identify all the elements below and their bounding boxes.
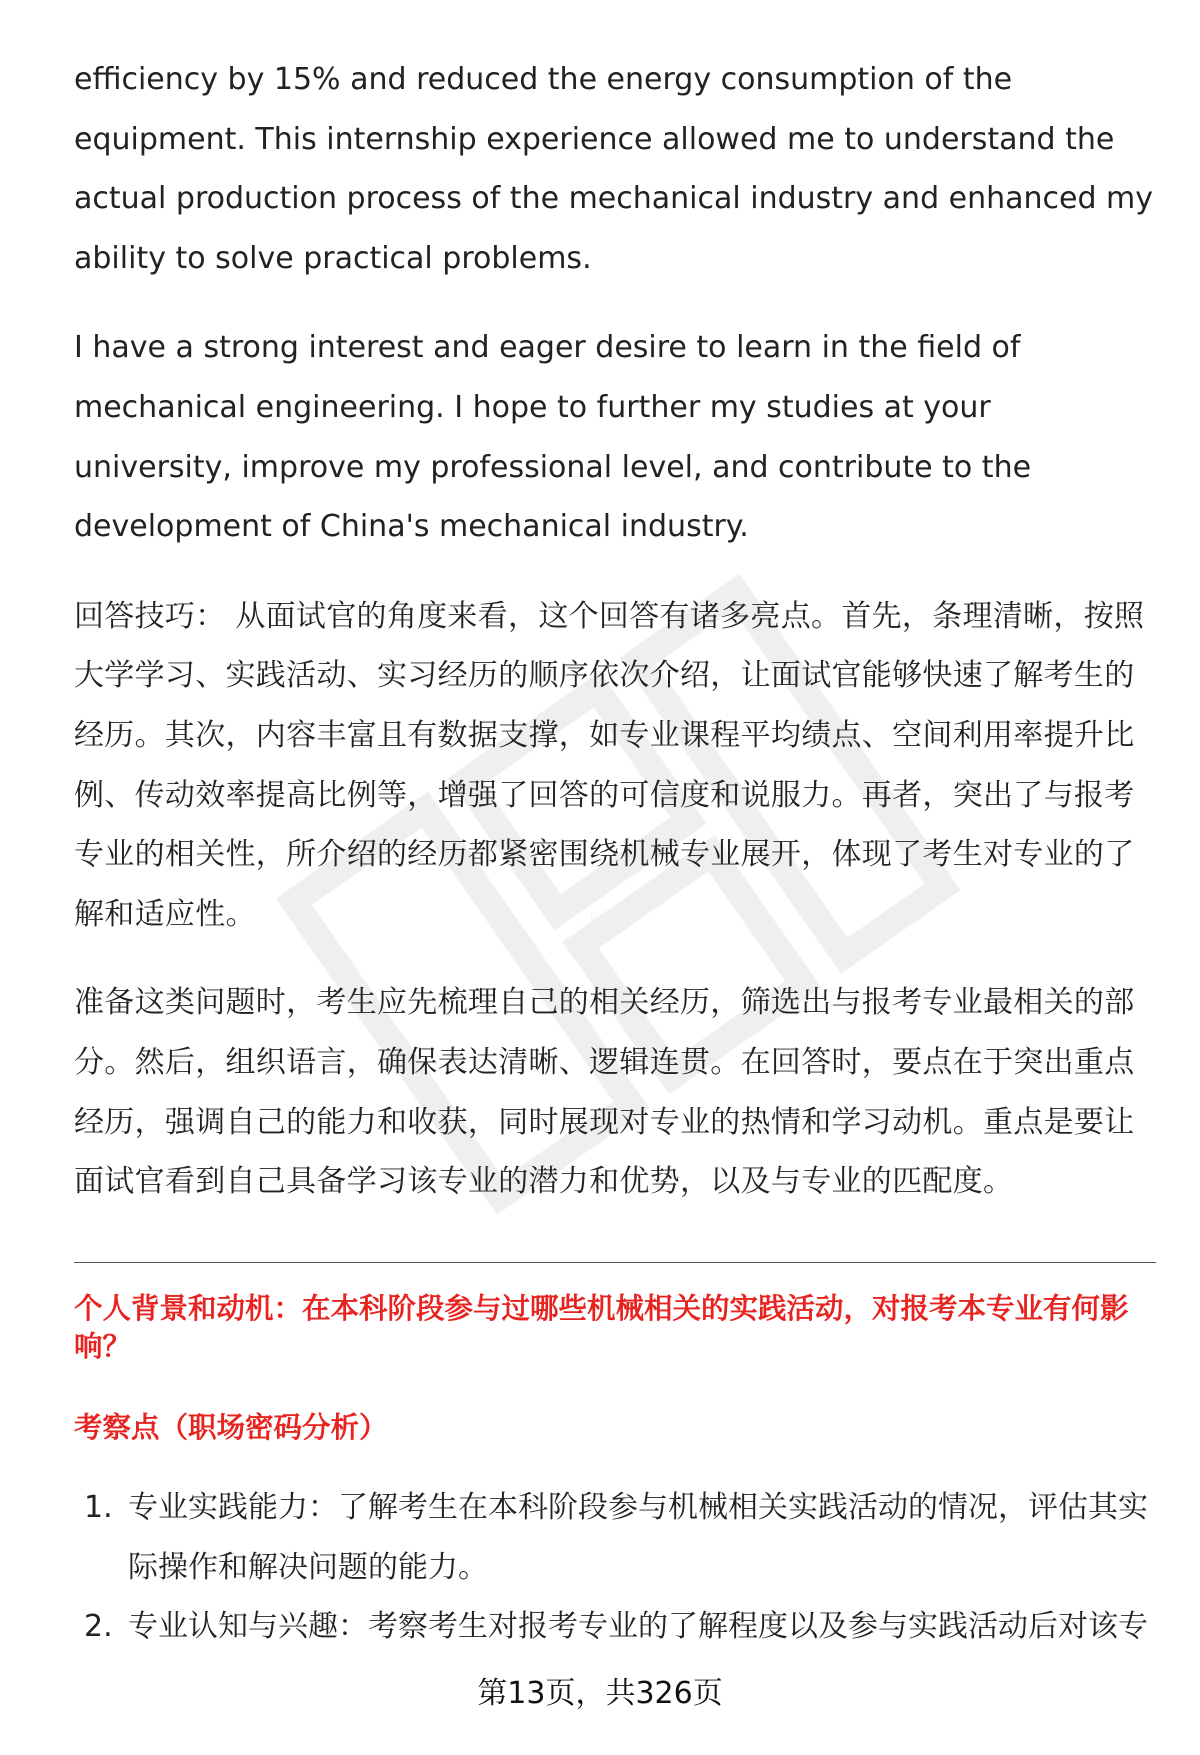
svg-text:职场密码: 职场密码 xyxy=(590,912,630,923)
list-item-number: 2. xyxy=(84,1609,113,1645)
paragraph-preparation-advice: 准备这类问题时，考生应先梳理自己的相关经历，筛选出与报考专业最相关的部分。然后，组织语言，确保表达清晰、逻辑连贯。在回答时，要点在于突出重点经历，强调自己的能力和收获，同时展现对专业的热情和学习动机。重点是要让面试官看到自己具备学习该专业的潜力和优势，以及与专业的匹配度。 xyxy=(74,985,1135,1200)
document-body xyxy=(74,50,1156,1241)
question-heading: 个人背景和动机：在本科阶段参与过哪些机械相关的实践活动，对报考本专业有何影响？ xyxy=(74,1292,1129,1363)
page-number-footer: 第13页，共326页 xyxy=(477,1676,723,1711)
list-item-number: 1. xyxy=(84,1490,113,1525)
paragraph-study-motivation: I have a strong interest and eager desire to learn in the field of mechanical engineering. I hope to further my studies at your university, improve my professional level, and contribute to the development of China's mechanical industry. xyxy=(74,330,1032,545)
list-item-text: 专业认知与兴趣：考察考生对报考专业的了解程度以及参与实践活动后对该专 xyxy=(128,1609,1148,1645)
list-item xyxy=(74,1478,1160,1597)
section-divider xyxy=(74,1262,1156,1263)
paragraph-internship-result: efficiency by 15% and reduced the energy consumption of the equipment. This internship experience allowed me to understand the actual production process of the mechanical industry and enhanced my ability to solve practical problems. xyxy=(74,62,1154,276)
section-title: 考察点（职场密码分析） xyxy=(74,1411,388,1444)
paragraph-answer-tips: 回答技巧： 从面试官的角度来看，这个回答有诸多亮点。首先，条理清晰，按照大学学习、实践活动、实习经历的顺序依次介绍，让面试官能够快速了解考生的经历。其次，内容丰富且有数据支撑，如专业课程平均绩点、空间利用率提升比例、传动效率提高比例等，增强了回答的可信度和说服力。再者，突出了与报考专业的相关性，所介绍的经历都紧密围绕机械专业展开，体现了考生对专业的了解和适应性。 xyxy=(74,598,1145,932)
list-item xyxy=(74,1597,1160,1657)
list-item-text: 专业实践能力：了解考生在本科阶段参与机械相关实践活动的情况，评估其实际操作和解决问题的能力。 xyxy=(128,1490,1148,1585)
assessment-points-list xyxy=(74,1478,1160,1657)
